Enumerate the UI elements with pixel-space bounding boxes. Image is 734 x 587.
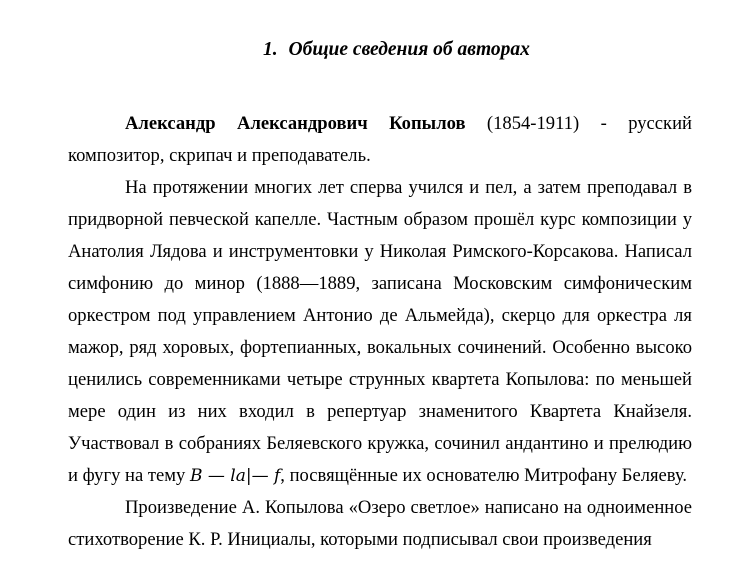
paragraph-intro-text: (1854-1911) - русский композитор, скрипач и преподаватель.	[68, 113, 692, 166]
composer-name: Александр Александрович Копылов	[125, 113, 466, 134]
paragraph-work-text: Произведение А. Копылова «Озеро светлое» написано на одноименное стихотворение К. Р. Инициалы, которыми подписывал свои произведения	[68, 497, 692, 550]
section-heading	[263, 36, 530, 64]
section-title: Общие сведения об авторах	[288, 39, 530, 60]
musical-theme-formula: B — la|— f	[190, 466, 281, 486]
paragraph-biography	[68, 172, 692, 492]
paragraph-biography-tail: , посвящённые их основателю Митрофану Беляеву.	[280, 465, 688, 486]
paragraph-biography-text: На протяжении многих лет сперва учился и пел, а затем преподавал в придворной певческой капелле. Частным образом прошёл курс композиции у Анатолия Лядова и инструментовки у Николая Римского-Корсакова. Написал симфонию до минор (1888—1889, записана Московским симфоническим оркестром под управлением Антонио де Альмейда), скерцо для оркестра ля мажор, ряд хоровых, фортепианных, вокальных сочинений. Особенно высоко ценились современниками четыре струнных квартета Копылова: по меньшей мере один из них входил в репертуар знаменитого Квартета Кнайзеля. Участвовал в собраниях Беляевского кружка, сочинил андантино и прелюдию и фугу на тему	[68, 177, 692, 486]
paragraph-intro	[68, 108, 692, 172]
document-body	[68, 108, 692, 556]
section-number: 1.	[263, 39, 278, 60]
paragraph-work	[68, 492, 692, 556]
